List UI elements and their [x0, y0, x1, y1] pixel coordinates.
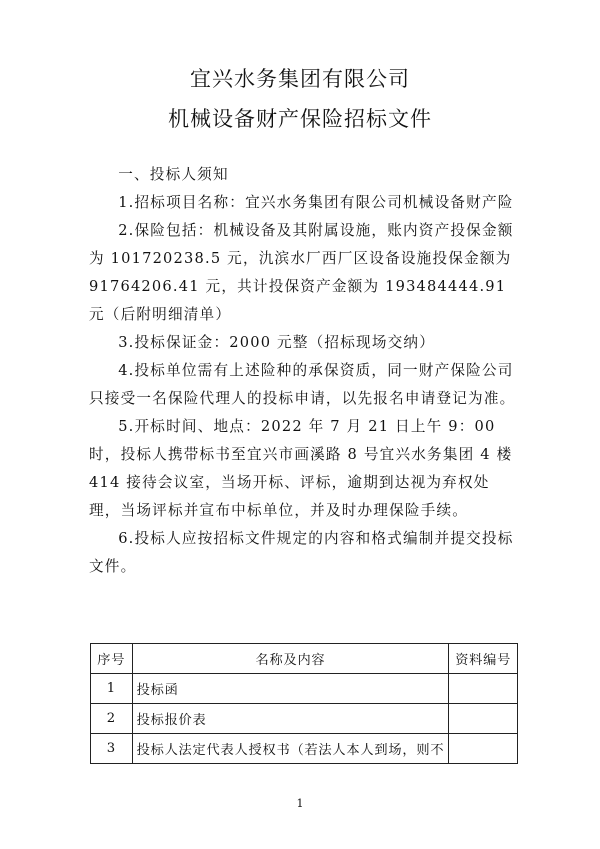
paragraph-insurance-scope: 2.保险包括：机械设备及其附属设施，账内资产投保金额为 101720238.5 元，氿滨水厂西厂区设备设施投保金额为 91764206.41 元，共计投保资产金额为 193484444.91 元（后附明细清单）: [89, 222, 514, 323]
document-subtitle: 机械设备财产保险招标文件: [168, 107, 432, 131]
row-name: 投标报价表: [132, 704, 449, 734]
bid-document-table: [90, 643, 518, 764]
header-name: 名称及内容: [132, 644, 449, 674]
header-ref: 资料编号: [449, 644, 518, 674]
row-no: 1: [91, 674, 133, 704]
table-header-row: [91, 644, 518, 674]
paragraph-project-name: 1.招标项目名称：宜兴水务集团有限公司机械设备财产险: [118, 194, 514, 211]
row-name: 投标函: [132, 674, 449, 704]
paragraph-bid-format: 6.投标人应按招标文件规定的内容和格式编制并提交投标文件。: [89, 530, 514, 575]
section-heading: 一、投标人须知: [118, 166, 229, 183]
header-no: 序号: [91, 644, 133, 674]
table-row: [91, 704, 518, 734]
paragraph-qualification: 4.投标单位需有上述险种的承保资质，同一财产保险公司只接受一名保险代理人的投标申请，以先报名申请登记为准。: [89, 362, 516, 407]
table-row: [91, 674, 518, 704]
table-row: [91, 734, 518, 764]
row-name: 投标人法定代表人授权书（若法人本人到场，则不: [132, 734, 449, 764]
paragraph-deposit: 3.投标保证金：2000 元整（招标现场交纳）: [118, 334, 435, 351]
document-title: 宜兴水务集团有限公司: [190, 67, 410, 91]
row-no: 3: [91, 734, 133, 764]
page-number: 1: [296, 797, 304, 810]
document-body: [89, 161, 519, 581]
row-ref: [449, 704, 518, 734]
row-ref: [449, 674, 518, 704]
paragraph-opening-time: 5.开标时间、地点：2022 年 7 月 21 日上午 9：00 时，投标人携带标书至宜兴市画溪路 8 号宜兴水务集团 4 楼 414 接待会议室，当场开标、评标，逾期到达视为弃权处理，当场评标并宣布中标单位，并及时办理保险手续。: [89, 418, 513, 519]
row-no: 2: [91, 704, 133, 734]
row-ref: [449, 734, 518, 764]
